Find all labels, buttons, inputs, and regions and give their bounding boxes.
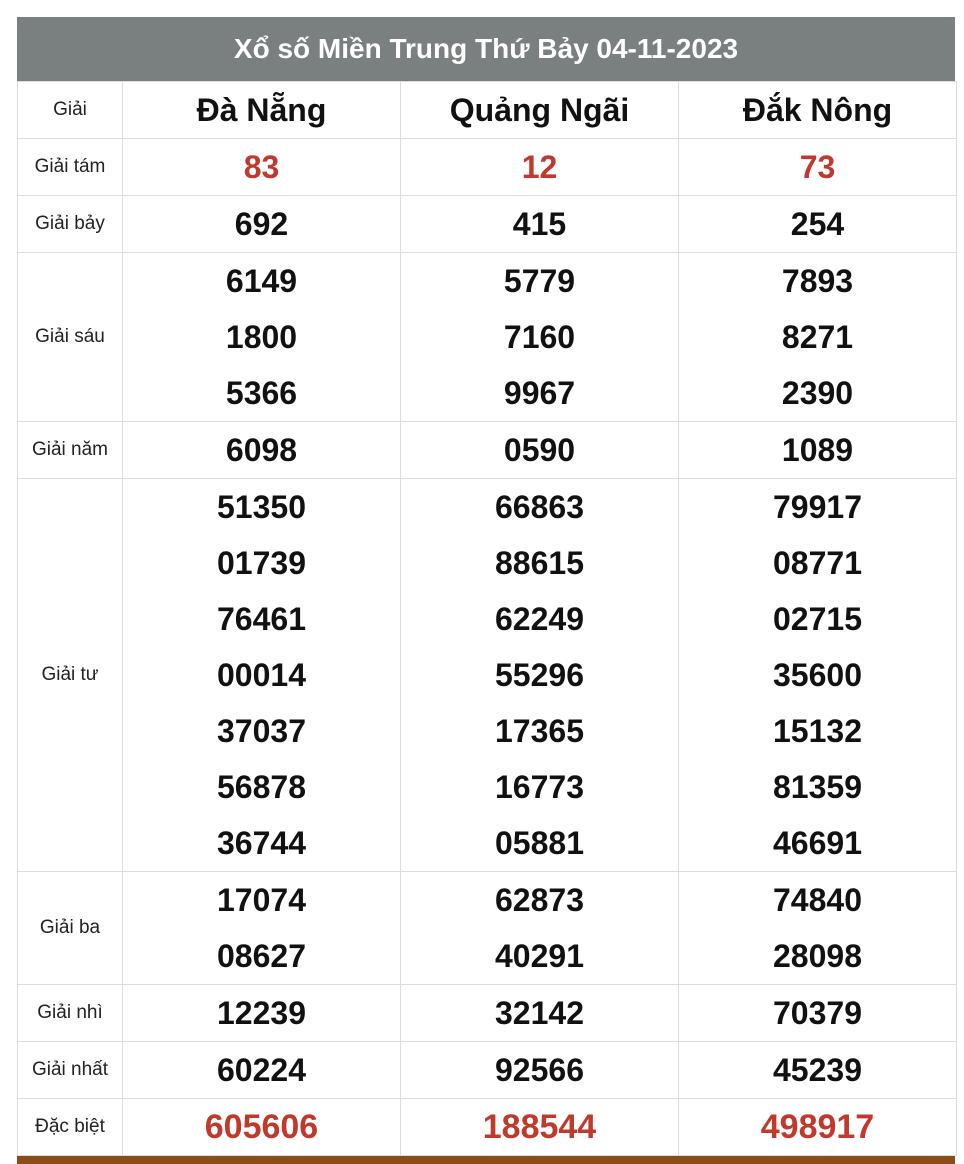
winning-number: 415 — [512, 206, 567, 242]
winning-number: 00014 — [217, 657, 306, 693]
winning-number: 76461 — [217, 601, 306, 637]
prize-cell-quang-ngai — [401, 985, 679, 1042]
winning-number: 66863 — [495, 489, 584, 525]
prize-label: Giải ba — [18, 872, 123, 985]
winning-number: 6098 — [225, 432, 298, 468]
prize-label: Giải bảy — [18, 196, 123, 253]
prize-row — [18, 1042, 957, 1099]
winning-number: 08627 — [217, 938, 306, 974]
winning-number: 60224 — [217, 1052, 306, 1088]
prize-cell-da-nang — [123, 479, 401, 872]
winning-number: 2390 — [781, 375, 854, 411]
prize-cell-da-nang — [123, 1099, 401, 1156]
prize-row — [18, 253, 957, 422]
prize-cell-dak-nong — [679, 479, 957, 872]
prize-cell-quang-ngai — [401, 479, 679, 872]
prize-label: Giải sáu — [18, 253, 123, 422]
winning-number: 92566 — [495, 1052, 584, 1088]
header-label: Giải — [18, 82, 123, 139]
winning-number: 62873 — [495, 882, 584, 918]
prize-cell-dak-nong — [679, 253, 957, 422]
prize-label: Giải năm — [18, 422, 123, 479]
winning-number: 15132 — [773, 713, 862, 749]
prize-cell-quang-ngai — [401, 1042, 679, 1099]
winning-number: 62249 — [495, 601, 584, 637]
prize-cell-quang-ngai — [401, 872, 679, 985]
province-header-dak-nong[interactable]: Đắk Nông — [679, 82, 957, 139]
winning-number: 73 — [799, 149, 836, 185]
winning-number: 12 — [521, 149, 558, 185]
prize-cell-da-nang — [123, 139, 401, 196]
prize-cell-dak-nong — [679, 139, 957, 196]
prize-row — [18, 985, 957, 1042]
winning-number: 81359 — [773, 769, 862, 805]
prize-cell-dak-nong — [679, 422, 957, 479]
winning-number: 46691 — [773, 825, 862, 861]
winning-number: 12239 — [217, 995, 306, 1031]
prize-label: Giải tư — [18, 479, 123, 872]
prize-cell-quang-ngai — [401, 196, 679, 253]
winning-number: 5366 — [225, 375, 298, 411]
prize-cell-quang-ngai — [401, 422, 679, 479]
winning-number: 692 — [234, 206, 289, 242]
province-header-quang-ngai[interactable]: Quảng Ngãi — [401, 82, 679, 139]
winning-number: 188544 — [482, 1108, 597, 1146]
winning-number: 498917 — [760, 1108, 875, 1146]
prize-cell-quang-ngai — [401, 139, 679, 196]
winning-number: 40291 — [495, 938, 584, 974]
province-header-da-nang[interactable]: Đà Nẵng — [123, 82, 401, 139]
prize-row — [18, 422, 957, 479]
bottom-divider — [17, 1156, 955, 1164]
prize-cell-da-nang — [123, 253, 401, 422]
winning-number: 1800 — [225, 319, 298, 355]
prize-label: Giải tám — [18, 139, 123, 196]
winning-number: 35600 — [773, 657, 862, 693]
prize-cell-quang-ngai — [401, 1099, 679, 1156]
winning-number: 16773 — [495, 769, 584, 805]
winning-number: 0590 — [503, 432, 576, 468]
prize-cell-quang-ngai — [401, 253, 679, 422]
prize-label: Giải nhì — [18, 985, 123, 1042]
winning-number: 05881 — [495, 825, 584, 861]
winning-number: 32142 — [495, 995, 584, 1031]
winning-number: 6149 — [225, 263, 298, 299]
winning-number: 7160 — [503, 319, 576, 355]
prize-cell-da-nang — [123, 985, 401, 1042]
winning-number: 36744 — [217, 825, 306, 861]
winning-number: 28098 — [773, 938, 862, 974]
results-container — [17, 17, 955, 1164]
prize-row — [18, 1099, 957, 1156]
winning-number: 7893 — [781, 263, 854, 299]
winning-number: 17365 — [495, 713, 584, 749]
winning-number: 08771 — [773, 545, 862, 581]
winning-number: 70379 — [773, 995, 862, 1031]
prize-cell-da-nang — [123, 1042, 401, 1099]
winning-number: 79917 — [773, 489, 862, 525]
winning-number: 56878 — [217, 769, 306, 805]
results-table — [17, 81, 957, 1156]
prize-cell-da-nang — [123, 196, 401, 253]
prize-cell-dak-nong — [679, 985, 957, 1042]
header-row — [18, 82, 957, 139]
prize-row — [18, 479, 957, 872]
prize-cell-dak-nong — [679, 1099, 957, 1156]
winning-number: 01739 — [217, 545, 306, 581]
winning-number: 605606 — [204, 1108, 319, 1146]
winning-number: 55296 — [495, 657, 584, 693]
winning-number: 51350 — [217, 489, 306, 525]
prize-row — [18, 139, 957, 196]
winning-number: 83 — [243, 149, 280, 185]
prize-cell-da-nang — [123, 872, 401, 985]
winning-number: 02715 — [773, 601, 862, 637]
prize-table-body — [18, 139, 957, 1156]
winning-number: 254 — [790, 206, 845, 242]
winning-number: 88615 — [495, 545, 584, 581]
winning-number: 45239 — [773, 1052, 862, 1088]
winning-number: 5779 — [503, 263, 576, 299]
winning-number: 9967 — [503, 375, 576, 411]
prize-row — [18, 872, 957, 985]
prize-row — [18, 196, 957, 253]
prize-label: Giải nhất — [18, 1042, 123, 1099]
prize-label: Đặc biệt — [18, 1099, 123, 1156]
page-title: Xổ số Miền Trung Thứ Bảy 04-11-2023 — [17, 17, 955, 81]
winning-number: 1089 — [781, 432, 854, 468]
prize-cell-da-nang — [123, 422, 401, 479]
winning-number: 8271 — [781, 319, 854, 355]
prize-cell-dak-nong — [679, 196, 957, 253]
prize-cell-dak-nong — [679, 872, 957, 985]
winning-number: 17074 — [217, 882, 306, 918]
prize-cell-dak-nong — [679, 1042, 957, 1099]
winning-number: 37037 — [217, 713, 306, 749]
winning-number: 74840 — [773, 882, 862, 918]
